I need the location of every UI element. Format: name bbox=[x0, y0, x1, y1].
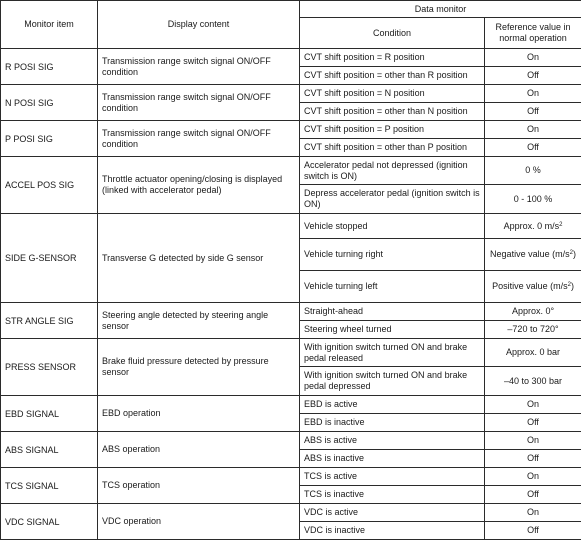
display-content: VDC operation bbox=[98, 504, 300, 540]
header-display-content: Display content bbox=[98, 1, 300, 49]
reference-value-cell bbox=[485, 522, 581, 540]
condition-cell: Accelerator pedal not depressed (ignition switch is ON) bbox=[300, 157, 485, 185]
monitor-item: PRESS SENSOR bbox=[1, 339, 98, 396]
condition-cell: EBD is active bbox=[300, 396, 485, 414]
monitor-item: R POSI SIG bbox=[1, 49, 98, 85]
table-row bbox=[1, 157, 581, 185]
display-content: ABS operation bbox=[98, 432, 300, 468]
reference-value-cell bbox=[485, 49, 581, 67]
display-content: Transmission range switch signal ON/OFF condition bbox=[98, 121, 300, 157]
condition-cell: Steering wheel turned bbox=[300, 321, 485, 339]
condition-cell: CVT shift position = other than P position bbox=[300, 139, 485, 157]
reference-value-cell bbox=[485, 432, 581, 450]
reference-value-text: Off bbox=[527, 489, 539, 499]
reference-value-cell bbox=[485, 139, 581, 157]
condition-cell: CVT shift position = N position bbox=[300, 85, 485, 103]
reference-value-superscript: 2 bbox=[567, 282, 571, 288]
reference-value-cell bbox=[485, 85, 581, 103]
reference-value-text: Off bbox=[527, 525, 539, 535]
condition-cell: Vehicle stopped bbox=[300, 214, 485, 239]
table-row bbox=[1, 396, 581, 414]
reference-value-suffix: ) bbox=[572, 249, 576, 259]
reference-value-text: –720 to 720° bbox=[507, 324, 559, 334]
display-content: Steering angle detected by steering angle sensor bbox=[98, 303, 300, 339]
display-content: Transmission range switch signal ON/OFF condition bbox=[98, 49, 300, 85]
header-condition: Condition bbox=[300, 18, 485, 49]
reference-value-text: On bbox=[526, 88, 539, 98]
reference-value-superscript: 2 bbox=[569, 250, 573, 256]
table-row bbox=[1, 339, 581, 367]
condition-cell: TCS is inactive bbox=[300, 486, 485, 504]
condition-cell: VDC is active bbox=[300, 504, 485, 522]
reference-value-cell bbox=[485, 214, 581, 239]
header-monitor-item: Monitor item bbox=[1, 1, 98, 49]
reference-value-text: On bbox=[526, 435, 539, 445]
monitor-item: ACCEL POS SIG bbox=[1, 157, 98, 214]
table-row bbox=[1, 303, 581, 321]
reference-value-text: Off bbox=[527, 417, 539, 427]
reference-value-text: Off bbox=[527, 106, 539, 116]
condition-cell: Depress accelerator pedal (ignition switch is ON) bbox=[300, 185, 485, 214]
reference-value-cell bbox=[485, 367, 581, 396]
display-content: Transmission range switch signal ON/OFF condition bbox=[98, 85, 300, 121]
condition-cell: Vehicle turning left bbox=[300, 271, 485, 303]
reference-value-text: Positive value (m/s bbox=[492, 281, 568, 291]
condition-cell: VDC is inactive bbox=[300, 522, 485, 540]
header-reference-value: Reference value in normal operation bbox=[485, 18, 581, 49]
condition-cell: CVT shift position = R position bbox=[300, 49, 485, 67]
reference-value-text: Approx. 0 bar bbox=[505, 347, 561, 357]
condition-cell: Straight-ahead bbox=[300, 303, 485, 321]
reference-value-cell bbox=[485, 321, 581, 339]
monitor-item: VDC SIGNAL bbox=[1, 504, 98, 540]
reference-value-text: Negative value (m/s bbox=[490, 249, 570, 259]
monitor-item: SIDE G-SENSOR bbox=[1, 214, 98, 303]
condition-cell: EBD is inactive bbox=[300, 414, 485, 432]
reference-value-text: 0 % bbox=[525, 165, 541, 175]
condition-cell: CVT shift position = other than R position bbox=[300, 67, 485, 85]
monitor-item: TCS SIGNAL bbox=[1, 468, 98, 504]
display-content: EBD operation bbox=[98, 396, 300, 432]
monitor-item: N POSI SIG bbox=[1, 85, 98, 121]
reference-value-text: On bbox=[526, 124, 539, 134]
display-content: Transverse G detected by side G sensor bbox=[98, 214, 300, 303]
condition-cell: ABS is inactive bbox=[300, 450, 485, 468]
monitor-item: P POSI SIG bbox=[1, 121, 98, 157]
condition-cell: ABS is active bbox=[300, 432, 485, 450]
header-data-monitor: Data monitor bbox=[300, 1, 581, 18]
reference-value-cell bbox=[485, 103, 581, 121]
condition-cell: With ignition switch turned ON and brake pedal depressed bbox=[300, 367, 485, 396]
table-row bbox=[1, 121, 581, 139]
reference-value-text: On bbox=[526, 507, 539, 517]
reference-value-cell bbox=[485, 504, 581, 522]
display-content: Throttle actuator opening/closing is displayed (linked with accelerator pedal) bbox=[98, 157, 300, 214]
reference-value-text: Approx. 0 m/s bbox=[503, 220, 560, 231]
reference-value-cell bbox=[485, 239, 581, 271]
monitor-item: STR ANGLE SIG bbox=[1, 303, 98, 339]
table-row bbox=[1, 85, 581, 103]
reference-value-cell bbox=[485, 67, 581, 85]
reference-value-text: Off bbox=[527, 142, 539, 152]
reference-value-text: 0 - 100 % bbox=[513, 193, 553, 204]
reference-value-cell bbox=[485, 271, 581, 303]
reference-value-text: Approx. 0° bbox=[511, 306, 555, 316]
display-content: Brake fluid pressure detected by pressure sensor bbox=[98, 339, 300, 396]
display-content: TCS operation bbox=[98, 468, 300, 504]
reference-value-superscript: 2 bbox=[559, 221, 563, 228]
reference-value-cell bbox=[485, 121, 581, 139]
table-row bbox=[1, 214, 581, 239]
condition-cell: CVT shift position = other than N position bbox=[300, 103, 485, 121]
condition-cell: With ignition switch turned ON and brake pedal released bbox=[300, 339, 485, 367]
monitor-item: EBD SIGNAL bbox=[1, 396, 98, 432]
reference-value-cell bbox=[485, 157, 581, 185]
reference-value-cell bbox=[485, 339, 581, 367]
reference-value-text: Off bbox=[527, 70, 539, 80]
reference-value-text: –40 to 300 bar bbox=[503, 375, 563, 386]
condition-cell: CVT shift position = P position bbox=[300, 121, 485, 139]
reference-value-cell bbox=[485, 396, 581, 414]
reference-value-cell bbox=[485, 450, 581, 468]
reference-value-text: On bbox=[526, 52, 539, 62]
table-row bbox=[1, 49, 581, 67]
reference-value-cell bbox=[485, 303, 581, 321]
table-body bbox=[1, 49, 581, 540]
table-row bbox=[1, 468, 581, 486]
reference-value-text: On bbox=[526, 471, 539, 481]
condition-cell: Vehicle turning right bbox=[300, 239, 485, 271]
table-row bbox=[1, 432, 581, 450]
reference-value-cell bbox=[485, 414, 581, 432]
table-row bbox=[1, 504, 581, 522]
table-header bbox=[1, 1, 581, 49]
reference-value-cell bbox=[485, 486, 581, 504]
reference-value-text: On bbox=[526, 399, 539, 409]
reference-value-suffix: ) bbox=[570, 281, 574, 291]
monitor-item: ABS SIGNAL bbox=[1, 432, 98, 468]
condition-cell: TCS is active bbox=[300, 468, 485, 486]
reference-value-cell bbox=[485, 468, 581, 486]
reference-value-cell bbox=[485, 185, 581, 214]
reference-value-text: Off bbox=[527, 453, 539, 463]
